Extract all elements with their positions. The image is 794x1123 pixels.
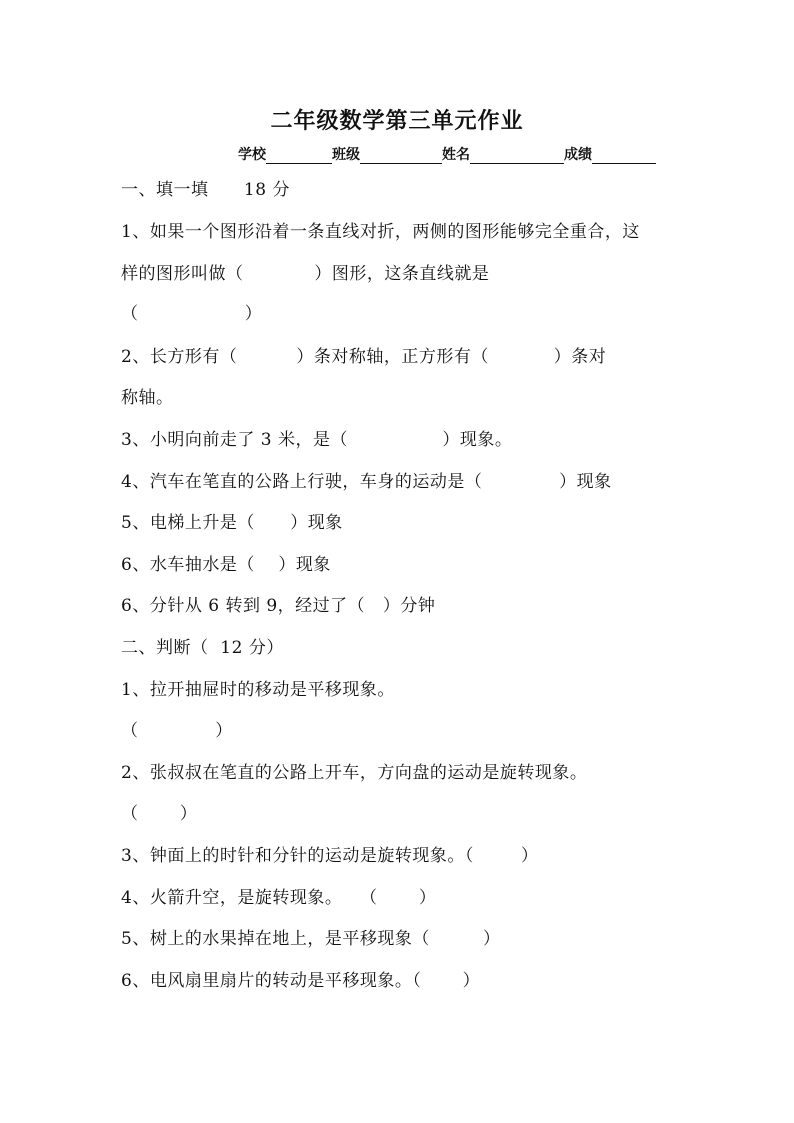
question-line: 5、树上的水果掉在地上，是平移现象（ ）	[121, 929, 501, 949]
question-line: （ ）	[121, 721, 233, 741]
section-2-heading: 二、判断（ 12 分）	[121, 638, 284, 658]
question-line: 2、张叔叔在笔直的公路上开车，方向盘的运动是旋转现象。	[121, 763, 588, 783]
school-blank[interactable]	[266, 149, 332, 164]
school-label: 学校	[238, 147, 266, 163]
question-line: 3、小明向前走了 3 米，是（ ）现象。	[121, 430, 513, 450]
score-blank[interactable]	[592, 149, 656, 164]
question-line: 3、钟面上的时针和分针的运动是旋转现象。（ ）	[121, 846, 539, 866]
question-line: 4、火箭升空，是旋转现象。 （ ）	[121, 888, 437, 908]
question-line: 样的图形叫做（ ）图形，这条直线就是	[121, 264, 490, 284]
question-line: 1、拉开抽屉时的移动是平移现象。	[121, 680, 395, 700]
question-line: 4、汽车在笔直的公路上行驶，车身的运动是（ ）现象	[121, 472, 612, 492]
class-label: 班级	[332, 147, 360, 163]
section-1-heading: 一、填一填 18 分	[121, 180, 290, 200]
question-line: （ ）	[121, 304, 263, 324]
question-line: 1、如果一个图形沿着一条直线对折，两侧的图形能够完全重合，这	[121, 222, 640, 242]
question-line: 6、电风扇里扇片的转动是平移现象。（ ）	[121, 971, 481, 991]
name-blank[interactable]	[470, 149, 564, 164]
score-label: 成绩	[564, 147, 592, 163]
question-line: 5、电梯上升是（ ）现象	[121, 513, 343, 533]
question-line: 2、长方形有（ ）条对称轴，正方形有（ ）条对	[121, 347, 607, 367]
question-line: 6、水车抽水是（ ）现象	[121, 555, 331, 575]
question-line: （ ）	[121, 804, 198, 824]
question-line: 6、分针从 6 转到 9，经过了（ ）分钟	[121, 596, 436, 616]
name-label: 姓名	[442, 147, 470, 163]
page-title: 二年级数学第三单元作业	[270, 109, 524, 134]
question-line: 称轴。	[121, 388, 174, 408]
class-blank[interactable]	[360, 149, 442, 164]
student-info-row	[238, 144, 656, 164]
